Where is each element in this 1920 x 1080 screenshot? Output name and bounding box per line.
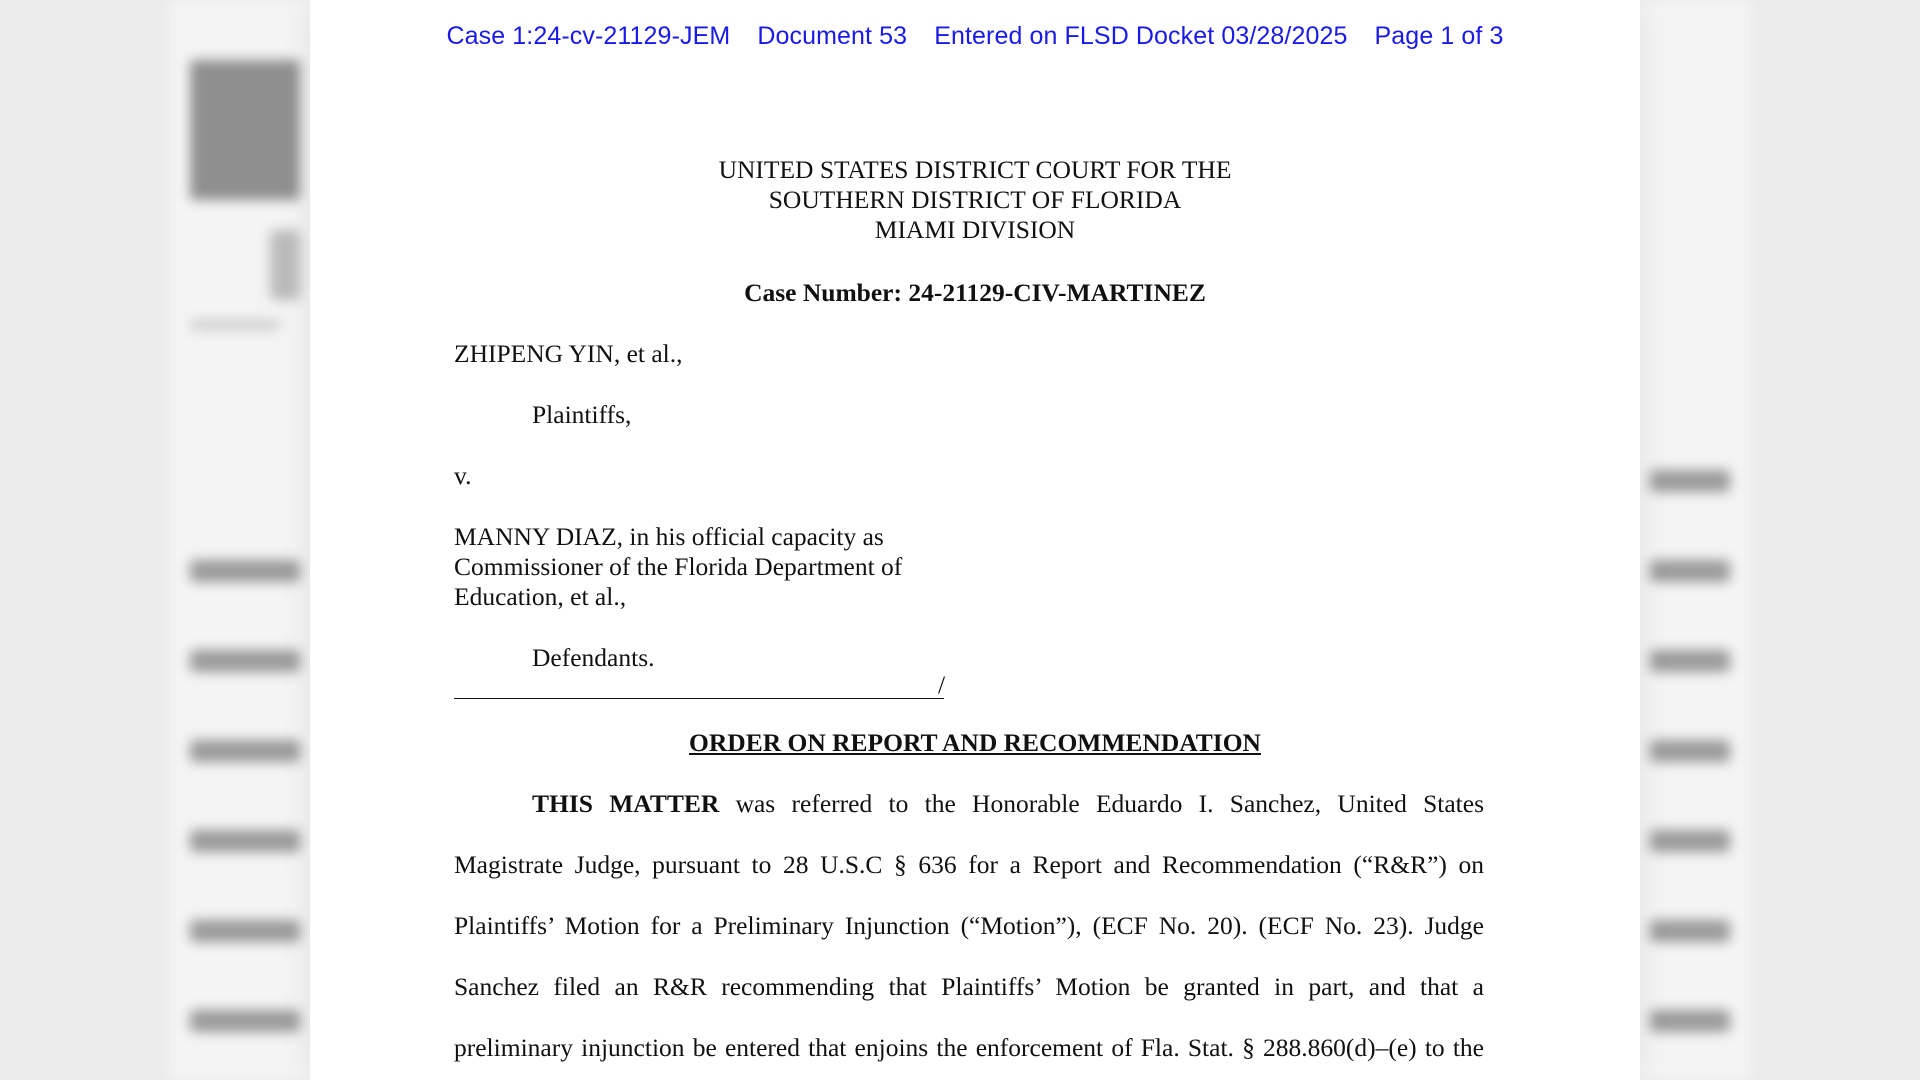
- caption-divider-line: [454, 698, 944, 699]
- header-case: Case 1:24-cv-21129-JEM: [446, 22, 731, 50]
- body-lead: THIS MATTER: [532, 789, 720, 818]
- header-entered: Entered on FLSD Docket 03/28/2025: [934, 22, 1348, 50]
- document-page: [310, 0, 1640, 1080]
- docket-header-stamp: [310, 22, 1640, 51]
- defendant-line-1: MANNY DIAZ, in his official capacity as: [454, 522, 884, 551]
- body-line-2: Magistrate Judge, pursuant to 28 U.S.C § 636 for a Report and Recommendation (“R&R”) on: [454, 850, 1484, 879]
- defendant-line-2: Commissioner of the Florida Department of: [454, 552, 903, 581]
- court-line-1: UNITED STATES DISTRICT COURT FOR THE: [718, 155, 1232, 184]
- caption-slash: /: [938, 670, 946, 699]
- order-title: ORDER ON REPORT AND RECOMMENDATION: [689, 728, 1261, 757]
- body-line-1: [532, 789, 1484, 819]
- versus-label: v.: [454, 461, 472, 490]
- header-document: Document 53: [757, 22, 908, 50]
- plaintiff-name: ZHIPENG YIN, et al.,: [454, 339, 683, 368]
- plaintiffs-label: Plaintiffs,: [532, 400, 632, 429]
- body-line-1-text: was referred to the Honorable Eduardo I. Sanchez, United States: [735, 789, 1485, 818]
- court-line-2: SOUTHERN DISTRICT OF FLORIDA: [768, 185, 1182, 214]
- header-page: Page 1 of 3: [1374, 22, 1504, 50]
- court-heading: [310, 155, 1640, 245]
- case-number: Case Number: 24-21129-CIV-MARTINEZ: [744, 278, 1206, 307]
- court-line-3: MIAMI DIVISION: [874, 215, 1076, 244]
- body-line-3: Plaintiffs’ Motion for a Preliminary Injunction (“Motion”), (ECF No. 20). (ECF No. 23). Judge: [454, 911, 1484, 940]
- defendant-line-3: Education, et al.,: [454, 582, 627, 611]
- body-line-5: preliminary injunction be entered that enjoins the enforcement of Fla. Stat. § 288.860(d)–(e) to the: [454, 1033, 1484, 1062]
- body-line-4: Sanchez filed an R&R recommending that Plaintiffs’ Motion be granted in part, and that a: [454, 972, 1484, 1001]
- defendants-label: Defendants.: [532, 643, 655, 672]
